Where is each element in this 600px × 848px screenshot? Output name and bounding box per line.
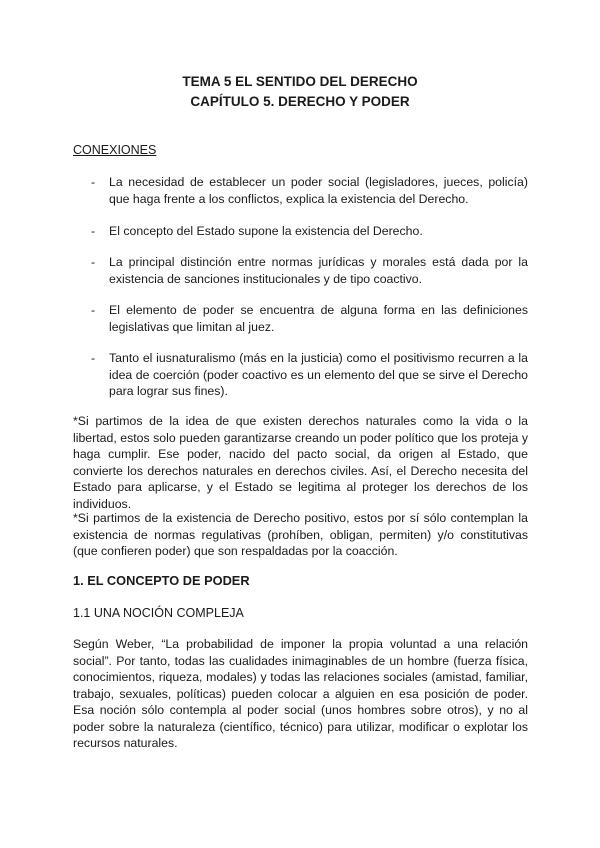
list-item-text: Tanto el iusnaturalismo (más en la justicia) como el positivismo recurren a la idea de coerción (poder coactivo es un elemento del que se sirve el Derecho para lograr sus fines). [109,351,528,398]
bullet-dash: - [91,175,96,189]
bullet-dash: - [91,303,96,317]
bullet-dash: - [91,224,96,238]
list-item-text: El concepto del Estado supone la existencia del Derecho. [109,224,423,238]
list-item-text: El elemento de poder se encuentra de alguna forma en las definiciones legislativas que limitan al juez. [109,303,528,334]
chapter-title: CAPÍTULO 5. DERECHO Y PODER [190,94,410,109]
document-title: TEMA 5 EL SENTIDO DEL DERECHO [182,74,418,89]
bullet-dash: - [91,255,96,269]
section-heading: 1. EL CONCEPTO DE PODER [73,573,250,588]
list-item-text: La principal distinción entre normas jurídicas y morales está dada por la existencia de sanciones institucionales y de tipo coactivo. [109,255,528,286]
paragraph-positive-law: *Si partimos de la existencia de Derecho positivo, estos por sí sólo contemplan la existencia de normas regulativas (prohíben, obligan, permiten) y/o constitutivas (que confieren poder) que son respaldadas por la coacción. [73,511,528,558]
bullet-dash: - [91,351,96,365]
conexiones-heading: CONEXIONES [73,143,157,157]
paragraph-natural-rights: *Si partimos de la idea de que existen derechos naturales como la vida o la libertad, estos solo pueden garantizarse creando un poder político que los proteja y haga cumplir. Ese poder, nacido del pacto social, da origen al Estado, que convierte los derechos naturales en derechos civiles. Así, el Derecho necesita del Estado para aplicarse, y el Estado se legitima al proteger los derechos de los individuos. [73,414,528,511]
paragraph-weber: Según Weber, “La probabilidad de imponer la propia voluntad a una relación social”. Por tanto, todas las cualidades inimaginables de un hombre (fuerza física, conocimientos, riqueza, modales) y todas las relaciones sociales (amistad, familiar, trabajo, sexuales, políticas) pueden colocar a alguien en esa posición de poder. Esa noción sólo contempla al poder social (unos hombres sobre otros), y no al poder sobre la naturaleza (científico, técnico) para utilizar, modificar o explotar los recursos naturales. [73,637,528,750]
list-item-text: La necesidad de establecer un poder social (legisladores, jueces, policía) que haga frente a los conflictos, explica la existencia del Derecho. [109,175,528,206]
subsection-heading: 1.1 UNA NOCIÓN COMPLEJA [73,606,244,620]
